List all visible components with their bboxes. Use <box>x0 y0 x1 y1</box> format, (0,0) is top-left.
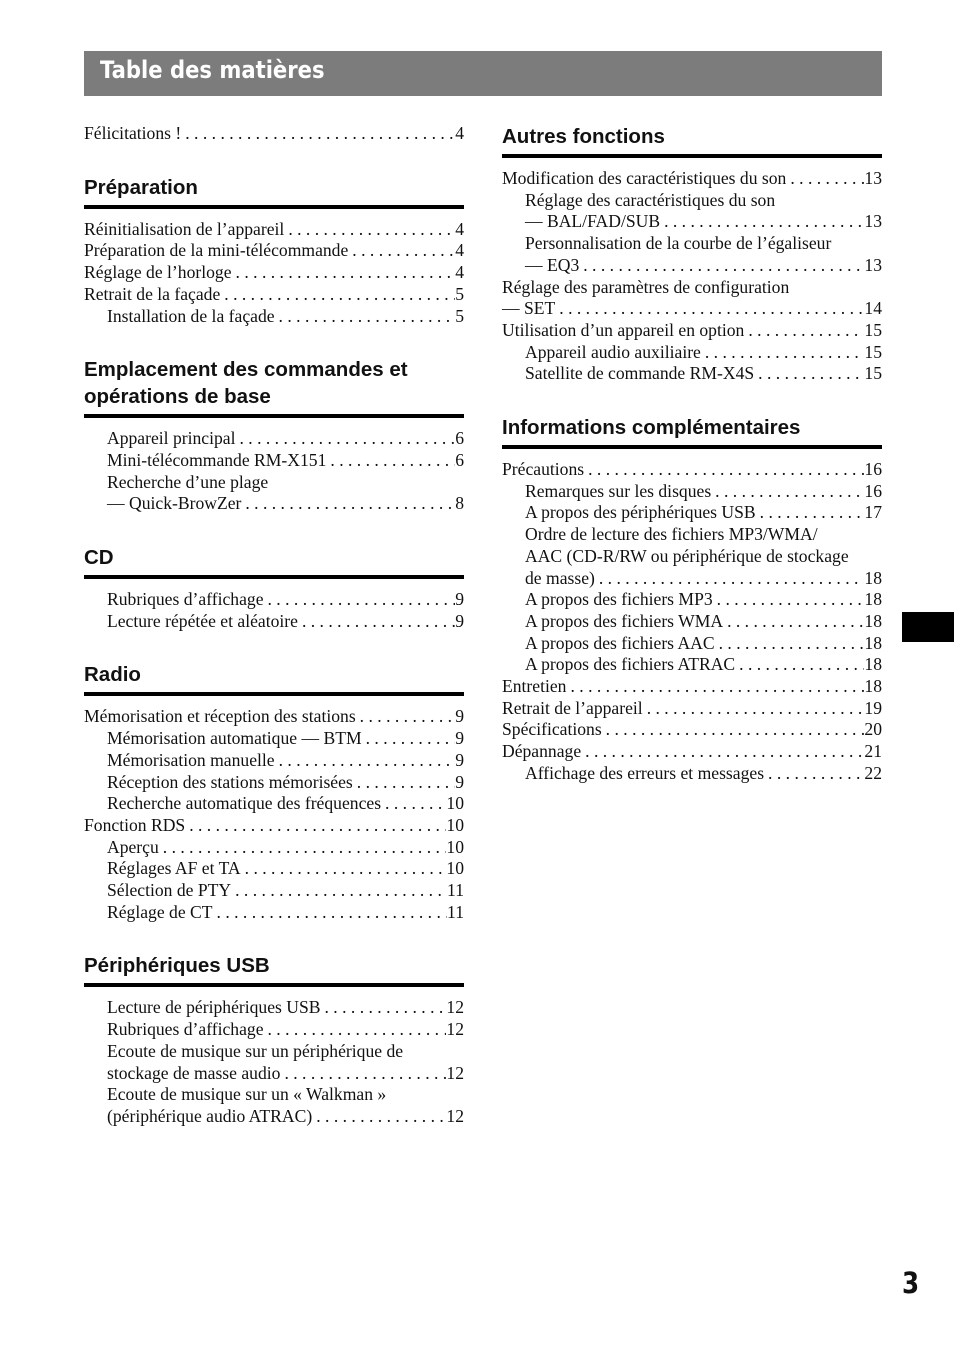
page-ref: 4 <box>455 218 464 239</box>
toc-entry[interactable]: Remarques sur les disques . . . 16 <box>502 481 882 503</box>
toc-entry[interactable]: stockage de masse audio . . . 12 <box>84 1063 464 1085</box>
toc-entry[interactable]: Rubriques d’affichage . . . 9 <box>84 589 464 611</box>
page-ref: 4 <box>455 240 464 261</box>
section-heading-cd: CD <box>84 546 114 570</box>
radio-entries <box>84 706 464 923</box>
dot-leader <box>786 168 864 190</box>
dot-leader <box>280 1063 446 1085</box>
page-ref: 18 <box>864 567 882 588</box>
toc-entry[interactable]: Sélection de PTY . . . 11 <box>84 880 464 902</box>
toc-entry[interactable]: Affichage des erreurs et messages . . . 22 <box>502 763 882 785</box>
section-rule <box>502 154 882 158</box>
page-ref: 12 <box>446 1019 464 1040</box>
dot-leader <box>584 459 864 481</box>
toc-entry[interactable]: Mémorisation manuelle . . . 9 <box>84 750 464 772</box>
dot-leader <box>723 611 864 633</box>
page-ref: 18 <box>864 654 882 675</box>
dot-leader <box>566 676 864 698</box>
toc-entry[interactable]: Préparation de la mini-télécommande . . . 4 <box>84 240 464 262</box>
page-ref: 20 <box>864 719 882 740</box>
toc-entry[interactable]: A propos des fichiers AAC . . . 18 <box>502 633 882 655</box>
autres-entries <box>502 168 882 385</box>
page-ref: 9 <box>455 728 464 749</box>
dot-leader <box>284 219 455 241</box>
toc-entry-felicitations[interactable]: Félicitations ! . . . 4 <box>84 123 464 145</box>
toc-entry[interactable]: A propos des fichiers MP3 . . . 18 <box>502 589 882 611</box>
section-rule <box>84 414 464 418</box>
dot-leader <box>241 858 447 880</box>
dot-leader <box>220 284 455 306</box>
page-ref: 11 <box>447 901 464 922</box>
toc-entry[interactable]: Appareil principal . . . 6 <box>84 428 464 450</box>
toc-entry[interactable]: — Quick-BrowZer . . . 8 <box>84 493 464 515</box>
dot-leader <box>326 450 455 472</box>
page-ref: 10 <box>446 793 464 814</box>
toc-entry[interactable]: Entretien . . . 18 <box>502 676 882 698</box>
section-heading-radio: Radio <box>84 663 141 687</box>
toc-entry[interactable]: Réglages AF et TA . . . 10 <box>84 858 464 880</box>
toc-entry[interactable]: Spécifications . . . 20 <box>502 719 882 741</box>
page-ref: 10 <box>446 814 464 835</box>
cd-entries <box>84 589 464 632</box>
page-ref: 9 <box>455 706 464 727</box>
toc-entry[interactable]: A propos des fichiers WMA . . . 18 <box>502 611 882 633</box>
dot-leader <box>353 772 455 794</box>
page-ref: 15 <box>864 319 882 340</box>
toc-entry[interactable]: Aperçu . . . 10 <box>84 837 464 859</box>
page-ref: 16 <box>864 480 882 501</box>
page-ref: 19 <box>864 697 882 718</box>
toc-entry[interactable]: Installation de la façade . . . 5 <box>84 306 464 328</box>
page-ref: 12 <box>446 997 464 1018</box>
toc-entry-continued[interactable]: Ecoute de musique sur un « Walkman » <box>107 1084 387 1105</box>
page-ref: 18 <box>864 632 882 653</box>
page-ref: 18 <box>864 676 882 697</box>
toc-right-column <box>502 123 882 785</box>
dot-leader <box>298 611 455 633</box>
toc-entry[interactable]: Utilisation d’un appareil en option . . . 15 <box>502 320 882 342</box>
page-ref: 6 <box>455 449 464 470</box>
toc-entry-continued[interactable]: Recherche d’une plage <box>107 471 269 492</box>
toc-entry[interactable]: Appareil audio auxiliaire . . . 15 <box>502 342 882 364</box>
dot-leader <box>701 342 865 364</box>
toc-entry[interactable]: — SET . . . 14 <box>502 298 882 320</box>
section-rule <box>84 692 464 696</box>
usb-entries <box>84 997 464 1127</box>
dot-leader <box>711 481 864 503</box>
dot-leader <box>660 211 864 233</box>
section-heading-usb: Périphériques USB <box>84 954 270 978</box>
page-ref: 22 <box>864 762 882 783</box>
toc-entry[interactable]: Lecture de périphériques USB . . . 12 <box>84 997 464 1019</box>
toc-entry-continued[interactable]: Personnalisation de la courbe de l’égaliseur <box>525 233 832 254</box>
page-ref: 8 <box>455 493 464 514</box>
toc-entry[interactable]: Retrait de la façade . . . 5 <box>84 284 464 306</box>
toc-entry[interactable]: Satellite de commande RM-X4S . . . 15 <box>502 363 882 385</box>
dot-leader <box>235 428 455 450</box>
dot-leader <box>362 728 456 750</box>
infos-entries <box>502 459 882 785</box>
toc-left-column <box>84 123 464 1128</box>
dot-leader <box>381 793 446 815</box>
commandes-entries <box>84 428 464 515</box>
toc-entry[interactable]: Réception des stations mémorisées . . . 9 <box>84 772 464 794</box>
dot-leader <box>581 741 864 763</box>
page-ref: 18 <box>864 589 882 610</box>
dot-leader <box>555 298 864 320</box>
toc-entry[interactable]: Recherche automatique des fréquences . . . 10 <box>84 793 464 815</box>
dot-leader <box>713 589 865 611</box>
dot-leader <box>744 320 864 342</box>
toc-entry-continued[interactable]: Ordre de lecture des fichiers MP3/WMA/ <box>525 524 818 545</box>
dot-leader <box>312 1106 446 1128</box>
dot-leader <box>275 306 456 328</box>
dot-leader <box>232 262 456 284</box>
toc-entry[interactable]: Modification des caractéristiques du son . . . 13 <box>502 168 882 190</box>
page-ref: 13 <box>864 254 882 275</box>
page-ref: 16 <box>864 459 882 480</box>
dot-leader <box>264 589 456 611</box>
dot-leader <box>348 240 455 262</box>
page-ref: 13 <box>864 211 882 232</box>
dot-leader <box>715 633 865 655</box>
dot-leader <box>595 568 865 590</box>
page-ref: 11 <box>447 880 464 901</box>
section-rule <box>84 205 464 209</box>
toc-entry-continued[interactable]: AAC (CD-R/RW ou périphérique de stockage <box>525 545 849 566</box>
section-heading-commandes: Emplacement des commandes et opérations de base <box>84 358 408 409</box>
dot-leader <box>275 750 456 772</box>
page-ref: 18 <box>864 610 882 631</box>
dot-leader <box>321 997 447 1019</box>
toc-entry[interactable]: — EQ3 . . . 13 <box>502 255 882 277</box>
page-ref: 4 <box>455 123 464 143</box>
dot-leader <box>213 902 448 924</box>
page-ref: 17 <box>864 502 882 523</box>
toc-entry[interactable]: (périphérique audio ATRAC) . . . 12 <box>84 1106 464 1128</box>
dot-leader <box>241 493 455 515</box>
page-ref: 10 <box>446 836 464 857</box>
page-ref: 4 <box>455 262 464 283</box>
section-heading-informations: Informations complémentaires <box>502 416 801 440</box>
toc-entry[interactable]: Rubriques d’affichage . . . 12 <box>84 1019 464 1041</box>
toc-entry[interactable]: A propos des fichiers ATRAC . . . 18 <box>502 654 882 676</box>
page-ref: 12 <box>446 1062 464 1083</box>
page-title: Table des matières <box>100 56 325 84</box>
page-ref: 5 <box>455 283 464 304</box>
toc-entry[interactable]: Réinitialisation de l’appareil . . . 4 <box>84 219 464 241</box>
toc-entry[interactable]: A propos des périphériques USB . . . 17 <box>502 502 882 524</box>
dot-leader <box>185 815 446 837</box>
page-ref: 9 <box>455 771 464 792</box>
toc-entry[interactable]: Précautions . . . 16 <box>502 459 882 481</box>
toc-entry[interactable]: Réglage de CT . . . 11 <box>84 902 464 924</box>
dot-leader <box>602 719 865 741</box>
page-ref: 21 <box>864 741 882 762</box>
page-ref: 15 <box>864 363 882 384</box>
dot-leader <box>181 123 455 145</box>
dot-leader <box>764 763 864 785</box>
page-ref: 13 <box>864 168 882 188</box>
page-ref: 9 <box>455 589 464 610</box>
dot-leader <box>735 654 864 676</box>
toc-entry[interactable]: de masse) . . . 18 <box>502 568 882 590</box>
toc-entry-continued[interactable]: Réglage des paramètres de configuration <box>502 276 790 297</box>
preparation-entries <box>84 219 464 328</box>
page-ref: 6 <box>455 428 464 449</box>
toc-entry[interactable]: Réglage de l’horloge . . . 4 <box>84 262 464 284</box>
page-number: 3 <box>902 1266 920 1300</box>
toc-entry-continued[interactable]: Ecoute de musique sur un périphérique de <box>107 1040 404 1061</box>
title-banner <box>84 51 882 96</box>
page-ref: 12 <box>446 1105 464 1126</box>
toc-entry[interactable]: Dépannage . . . 21 <box>502 741 882 763</box>
page-ref: 10 <box>446 858 464 879</box>
section-thumb-tab <box>902 612 954 642</box>
dot-leader <box>231 880 447 902</box>
dot-leader <box>356 706 456 728</box>
dot-leader <box>754 363 864 385</box>
toc-entry[interactable]: Fonction RDS . . . 10 <box>84 815 464 837</box>
dot-leader <box>264 1019 447 1041</box>
toc-entry[interactable]: Mini-télécommande RM-X151 . . . 6 <box>84 450 464 472</box>
toc-entry[interactable]: Retrait de l’appareil . . . 19 <box>502 698 882 720</box>
dot-leader <box>579 255 864 277</box>
toc-entry-continued[interactable]: Réglage des caractéristiques du son <box>525 189 776 210</box>
page-ref: 15 <box>864 341 882 362</box>
dot-leader <box>643 698 865 720</box>
page-ref: 14 <box>864 298 882 319</box>
section-heading-preparation: Préparation <box>84 175 198 199</box>
dot-leader <box>159 837 447 859</box>
section-rule <box>502 445 882 449</box>
section-rule <box>84 575 464 579</box>
toc-entry[interactable]: Mémorisation et réception des stations . . . 9 <box>84 706 464 728</box>
toc-entry[interactable]: — BAL/FAD/SUB . . . 13 <box>502 211 882 233</box>
toc-entry[interactable]: Lecture répétée et aléatoire . . . 9 <box>84 611 464 633</box>
toc-entry[interactable]: Mémorisation automatique — BTM . . . 9 <box>84 728 464 750</box>
section-heading-autres-fonctions: Autres fonctions <box>502 125 665 148</box>
page-ref: 9 <box>455 610 464 631</box>
section-rule <box>84 983 464 987</box>
page-ref: 9 <box>455 749 464 770</box>
page-ref: 5 <box>455 305 464 326</box>
dot-leader <box>756 502 865 524</box>
